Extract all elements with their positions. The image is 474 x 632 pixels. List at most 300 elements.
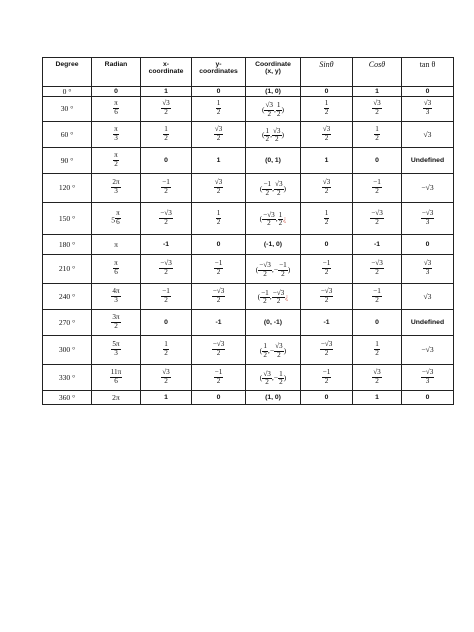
sin-cell	[301, 336, 353, 365]
rad-denominator: 6	[114, 376, 118, 385]
rad-prefix: 5	[111, 215, 116, 225]
sin-fraction	[320, 341, 334, 357]
tan-cell: Undefined	[402, 148, 454, 174]
x-numerator: √3	[162, 367, 170, 376]
rad-cell	[92, 122, 141, 148]
tan-cell	[402, 365, 454, 391]
table-row	[43, 284, 454, 310]
open-paren: (	[261, 130, 265, 140]
y-fraction	[214, 179, 224, 195]
rad-denominator: 3	[114, 133, 118, 142]
degree-cell: 240 °	[43, 284, 92, 310]
coord-x-fraction	[261, 101, 274, 118]
coord-y-fraction	[278, 262, 288, 278]
x-fraction	[159, 210, 173, 226]
coord-x-numerator: −√3	[259, 261, 271, 270]
x-cell	[141, 284, 192, 310]
sin-denominator: 2	[324, 376, 329, 385]
tan-denominator: 3	[425, 376, 430, 385]
coord-x-fraction	[259, 210, 276, 228]
degree-cell: 330 °	[43, 365, 92, 391]
c-cell	[246, 97, 301, 122]
tan-numerator: −√3	[421, 367, 434, 376]
degree-cell: 30 °	[43, 97, 92, 122]
cos-cell	[353, 336, 402, 365]
rad-cell	[92, 148, 141, 174]
coord-x-numerator: −1	[261, 288, 269, 297]
y-cell: -1	[192, 310, 246, 336]
coord-x-numerator: √3	[265, 101, 274, 110]
y-denominator: 2	[216, 376, 221, 385]
x-cell: 0	[141, 148, 192, 174]
coord-x-denominator: 2	[267, 219, 271, 228]
rad-denominator: 6	[114, 268, 118, 277]
coord-y-denominator: 2	[276, 109, 281, 118]
y-cell	[192, 365, 246, 391]
rad-fraction	[113, 126, 119, 142]
table-row	[43, 87, 454, 97]
cos-fraction	[370, 210, 384, 226]
coord-separator: ,−	[271, 373, 279, 383]
rad-cell: π	[92, 235, 141, 255]
coord-y-denominator: 2	[278, 219, 283, 228]
coord-y-denominator: 2	[281, 269, 285, 278]
c-cell	[246, 284, 301, 310]
y-cell: 0	[192, 87, 246, 97]
rad-fraction	[115, 210, 121, 226]
rad-fraction	[113, 260, 119, 276]
x-cell	[141, 255, 192, 284]
c-cell	[246, 122, 301, 148]
rad-cell	[92, 174, 141, 203]
sin-cell: -1	[301, 310, 353, 336]
coord-x-denominator: 2	[263, 297, 267, 306]
sin-numerator: −√3	[320, 286, 333, 295]
rad-numerator: 5π	[112, 340, 120, 349]
x-numerator: 1	[164, 340, 168, 349]
y-cell: 1	[192, 148, 246, 174]
tan-cell	[402, 97, 454, 122]
cos-cell: 0	[353, 310, 402, 336]
y-cell: 0	[192, 235, 246, 255]
rad-cell: 0	[92, 87, 141, 97]
coord-y-numerator: √3	[275, 180, 283, 189]
coordinate-pair	[259, 342, 287, 359]
cos-cell	[353, 255, 402, 284]
sin-denominator: 2	[324, 268, 329, 277]
coord-y-numerator: √3	[272, 126, 281, 135]
sin-fraction	[324, 100, 330, 116]
sin-cell: 0	[301, 235, 353, 255]
coord-x-denominator: 2	[265, 135, 270, 144]
x-fraction	[163, 126, 169, 142]
sin-denominator: 2	[324, 217, 329, 226]
y-cell	[192, 255, 246, 284]
header-tan: tan θ	[402, 58, 454, 87]
x-cell	[141, 365, 192, 391]
sin-denominator: 2	[324, 295, 329, 304]
close-paren: )	[281, 130, 285, 140]
degree-cell: 120 °	[43, 174, 92, 203]
x-cell	[141, 122, 192, 148]
open-paren: (	[259, 345, 263, 355]
sin-fraction	[324, 210, 330, 226]
y-numerator: 1	[216, 99, 221, 108]
coord-y-denominator: 2	[277, 350, 281, 359]
rad-numerator: π	[116, 208, 120, 217]
rad-fraction	[111, 179, 120, 195]
cos-denominator: 2	[375, 133, 379, 142]
x-cell	[141, 174, 192, 203]
y-denominator: 2	[216, 295, 221, 304]
rad-denominator: 2	[114, 159, 118, 168]
cos-numerator: −1	[373, 178, 381, 187]
tan-cell	[402, 255, 454, 284]
header-y-coordinates	[192, 58, 246, 87]
comma: ,	[270, 130, 272, 140]
x-denominator: 2	[164, 133, 168, 142]
header-radian: Radian	[92, 58, 141, 87]
coordinate-pair	[259, 210, 287, 228]
y-fraction	[216, 210, 222, 226]
cos-numerator: −√3	[371, 259, 383, 268]
table-row	[43, 122, 454, 148]
comma: ,	[274, 104, 276, 114]
coordinate-pair	[259, 369, 287, 387]
tan-numerator: −√3	[421, 208, 434, 217]
x-fraction	[161, 369, 171, 385]
coord-y-denominator: 2	[274, 135, 279, 144]
degree-cell: 180 °	[43, 235, 92, 255]
x-numerator: 1	[164, 124, 168, 133]
sin-cell	[301, 255, 353, 284]
sin-cell	[301, 97, 353, 122]
rad-fraction	[111, 314, 120, 330]
coord-y-fraction	[274, 343, 284, 359]
comma: ,	[272, 183, 274, 193]
coord-x-numerator: 1	[265, 126, 270, 135]
x-numerator: √3	[162, 99, 170, 108]
rad-cell	[92, 365, 141, 391]
open-paren: (	[257, 292, 261, 302]
cos-fraction	[370, 260, 384, 276]
tan-cell: 0	[402, 391, 454, 405]
open-paren: (	[259, 183, 263, 193]
y-cell: 0	[192, 391, 246, 405]
sin-denominator: 2	[324, 133, 329, 142]
c-cell: (0, 1)	[246, 148, 301, 174]
tan-fraction	[421, 369, 435, 385]
header-sin: Sinθ	[301, 58, 353, 87]
coord-x-denominator: 2	[267, 109, 272, 118]
y-fraction	[216, 100, 222, 116]
sin-cell	[301, 365, 353, 391]
y-cell	[192, 336, 246, 365]
x-denominator: 2	[164, 376, 168, 385]
cos-fraction	[372, 369, 382, 385]
coord-separator: ,−	[267, 345, 275, 355]
x-numerator: −1	[162, 286, 170, 295]
header-coordinate	[246, 58, 301, 87]
x-denominator: 2	[164, 108, 168, 117]
degree-cell: 0 °	[43, 87, 92, 97]
coord-x-fraction	[259, 180, 272, 197]
y-numerator: 1	[216, 208, 221, 217]
rad-denominator: 3	[114, 349, 118, 358]
tan-fraction	[423, 100, 433, 116]
c-cell: (-1, 0)	[246, 235, 301, 255]
y-numerator: −√3	[212, 340, 225, 349]
cos-cell: -1	[353, 235, 402, 255]
coordinate-pair	[259, 180, 287, 197]
sin-numerator: −√3	[320, 340, 333, 349]
coord-x-denominator: 2	[265, 378, 269, 387]
y-numerator: √3	[214, 178, 223, 187]
open-paren: (	[259, 373, 263, 383]
x-denominator: 2	[164, 217, 168, 226]
y-fraction	[212, 341, 226, 357]
cos-numerator: √3	[373, 99, 381, 108]
x-denominator: 2	[164, 187, 168, 196]
open-paren: (	[261, 104, 265, 114]
header-coord-line1: Coordinate	[255, 61, 291, 68]
rad-numerator: π	[114, 150, 118, 159]
degree-cell: 60 °	[43, 122, 92, 148]
header-x-line2: coordinate	[148, 68, 184, 76]
close-paren: )	[283, 345, 287, 355]
header-x-coordinate	[141, 58, 192, 87]
x-numerator: −√3	[160, 208, 172, 217]
degree-cell: 360 °	[43, 391, 92, 405]
sin-fraction	[322, 260, 332, 276]
cos-denominator: 2	[375, 376, 379, 385]
y-fraction	[214, 260, 224, 276]
cos-numerator: −√3	[371, 208, 383, 217]
x-cell: -1	[141, 235, 192, 255]
rad-numerator: π	[114, 124, 118, 133]
table-row	[43, 203, 454, 235]
rad-denominator: 2	[114, 321, 118, 330]
header-cos: Cosθ	[353, 58, 402, 87]
sin-cell: 1	[301, 148, 353, 174]
coord-tail-glyph: ¿	[285, 293, 289, 302]
coord-x-numerator: −√3	[263, 210, 275, 219]
cos-cell: 0	[353, 148, 402, 174]
coord-x-numerator: 1	[263, 342, 267, 351]
rad-cell	[92, 310, 141, 336]
y-cell	[192, 122, 246, 148]
x-cell	[141, 97, 192, 122]
close-paren: )	[287, 264, 291, 274]
rad-numerator: 2π	[112, 178, 120, 187]
header-y-line1: y-	[215, 61, 222, 68]
sin-denominator: 2	[324, 349, 329, 358]
rad-cell	[92, 203, 141, 235]
rad-denominator: 3	[114, 295, 118, 304]
coord-y-numerator: 1	[276, 101, 281, 110]
rad-fraction	[110, 369, 123, 385]
y-fraction	[214, 369, 224, 385]
tan-fraction	[421, 210, 435, 226]
x-cell: 1	[141, 87, 192, 97]
table-row	[43, 255, 454, 284]
x-cell	[141, 203, 192, 235]
cos-cell	[353, 97, 402, 122]
coord-y-denominator: 2	[279, 378, 283, 387]
y-numerator: −1	[214, 367, 223, 376]
sin-fraction	[322, 179, 332, 195]
close-paren: )	[283, 183, 287, 193]
header-row	[43, 58, 454, 87]
y-denominator: 2	[216, 268, 221, 277]
tan-denominator: 3	[425, 217, 430, 226]
trig-table	[42, 57, 454, 405]
c-cell	[246, 203, 301, 235]
sin-cell	[301, 284, 353, 310]
tan-cell: 0	[402, 87, 454, 97]
cos-cell: 1	[353, 87, 402, 97]
rad-denominator: 6	[114, 108, 118, 117]
c-cell: (0, -1)	[246, 310, 301, 336]
cos-cell	[353, 203, 402, 235]
c-cell: (1, 0)	[246, 391, 301, 405]
cos-numerator: −1	[373, 286, 381, 295]
x-fraction	[161, 100, 171, 116]
coord-x-fraction	[259, 369, 272, 387]
rad-cell	[92, 284, 141, 310]
comma: ,	[275, 214, 278, 224]
table-row	[43, 148, 454, 174]
sin-fraction	[320, 288, 334, 304]
sin-denominator: 2	[324, 108, 329, 117]
coord-y-numerator: 1	[278, 210, 283, 219]
cos-cell	[353, 365, 402, 391]
sin-cell	[301, 122, 353, 148]
x-fraction	[161, 179, 171, 195]
coord-y-numerator: 1	[279, 369, 283, 378]
coord-y-numerator: √3	[275, 342, 283, 351]
c-cell	[246, 174, 301, 203]
coord-y-numerator: −√3	[272, 288, 285, 297]
comma: ,	[269, 292, 272, 302]
coordinate-pair	[261, 126, 285, 144]
cos-fraction	[372, 288, 382, 304]
coord-separator: ,−	[271, 264, 279, 274]
rad-cell	[92, 255, 141, 284]
rad-denominator: 3	[114, 187, 118, 196]
header-x-line1: x-	[162, 61, 170, 68]
table-row	[43, 235, 454, 255]
c-cell	[246, 255, 301, 284]
tan-cell: −√3	[402, 174, 454, 203]
tan-numerator: √3	[423, 99, 432, 108]
coord-y-denominator: 2	[276, 188, 281, 197]
cos-denominator: 2	[375, 217, 379, 226]
header-degree: Degree	[43, 58, 92, 87]
sin-cell: 0	[301, 87, 353, 97]
sin-cell	[301, 203, 353, 235]
cos-numerator: 1	[375, 340, 379, 349]
y-cell	[192, 284, 246, 310]
cos-fraction	[374, 126, 380, 142]
close-paren: )	[283, 373, 287, 383]
tan-numerator: √3	[423, 259, 432, 268]
y-cell	[192, 97, 246, 122]
rad-numerator: 11π	[110, 367, 122, 376]
degree-cell: 210 °	[43, 255, 92, 284]
table-row	[43, 336, 454, 365]
cos-fraction	[374, 341, 380, 357]
cos-denominator: 2	[375, 187, 379, 196]
cos-denominator: 2	[375, 268, 379, 277]
x-denominator: 2	[164, 295, 168, 304]
sin-denominator: 2	[324, 187, 329, 196]
y-numerator: −1	[214, 259, 223, 268]
table-row	[43, 310, 454, 336]
y-cell	[192, 203, 246, 235]
close-paren: )	[281, 104, 285, 114]
rad-cell	[92, 97, 141, 122]
coord-x-numerator: √3	[263, 369, 271, 378]
y-numerator: −√3	[212, 286, 225, 295]
tan-cell: Undefined	[402, 310, 454, 336]
x-numerator: −1	[162, 178, 170, 187]
coord-x-fraction	[257, 288, 270, 306]
cos-numerator: 1	[375, 124, 379, 133]
sin-cell	[301, 174, 353, 203]
rad-cell	[92, 336, 141, 365]
tan-cell: √3	[402, 122, 454, 148]
coord-x-fraction	[255, 261, 272, 278]
y-cell	[192, 174, 246, 203]
coord-x-denominator: 2	[263, 350, 267, 359]
x-fraction	[161, 288, 171, 304]
coord-y-fraction	[272, 128, 282, 144]
c-cell	[246, 336, 301, 365]
header-y-line2: coordinates	[199, 68, 238, 76]
x-denominator: 2	[164, 268, 168, 277]
x-cell: 1	[141, 391, 192, 405]
open-paren: (	[259, 214, 263, 224]
table-row	[43, 174, 454, 203]
cos-denominator: 2	[375, 295, 379, 304]
coord-y-numerator: −1	[279, 261, 287, 270]
degree-cell: 270 °	[43, 310, 92, 336]
sin-cell: 0	[301, 391, 353, 405]
cos-cell	[353, 284, 402, 310]
sin-numerator: 1	[324, 99, 329, 108]
degree-cell: 90 °	[43, 148, 92, 174]
coord-y-denominator: 2	[276, 297, 281, 306]
cos-cell: 1	[353, 391, 402, 405]
rad-numerator: 4π	[112, 286, 120, 295]
table-row	[43, 97, 454, 122]
degree-cell: 150 °	[43, 203, 92, 235]
sin-numerator: −1	[322, 259, 331, 268]
coord-tail-glyph: ¿	[283, 215, 287, 224]
sin-fraction	[322, 126, 332, 142]
tan-fraction	[423, 260, 433, 276]
x-fraction	[159, 260, 173, 276]
y-denominator: 2	[216, 133, 221, 142]
rad-fraction	[113, 152, 119, 168]
coord-x-denominator: 2	[265, 188, 270, 197]
rad-numerator: π	[114, 99, 118, 108]
x-cell: 0	[141, 310, 192, 336]
cos-fraction	[372, 100, 382, 116]
table-body	[43, 87, 454, 405]
rad-fraction	[111, 288, 120, 304]
